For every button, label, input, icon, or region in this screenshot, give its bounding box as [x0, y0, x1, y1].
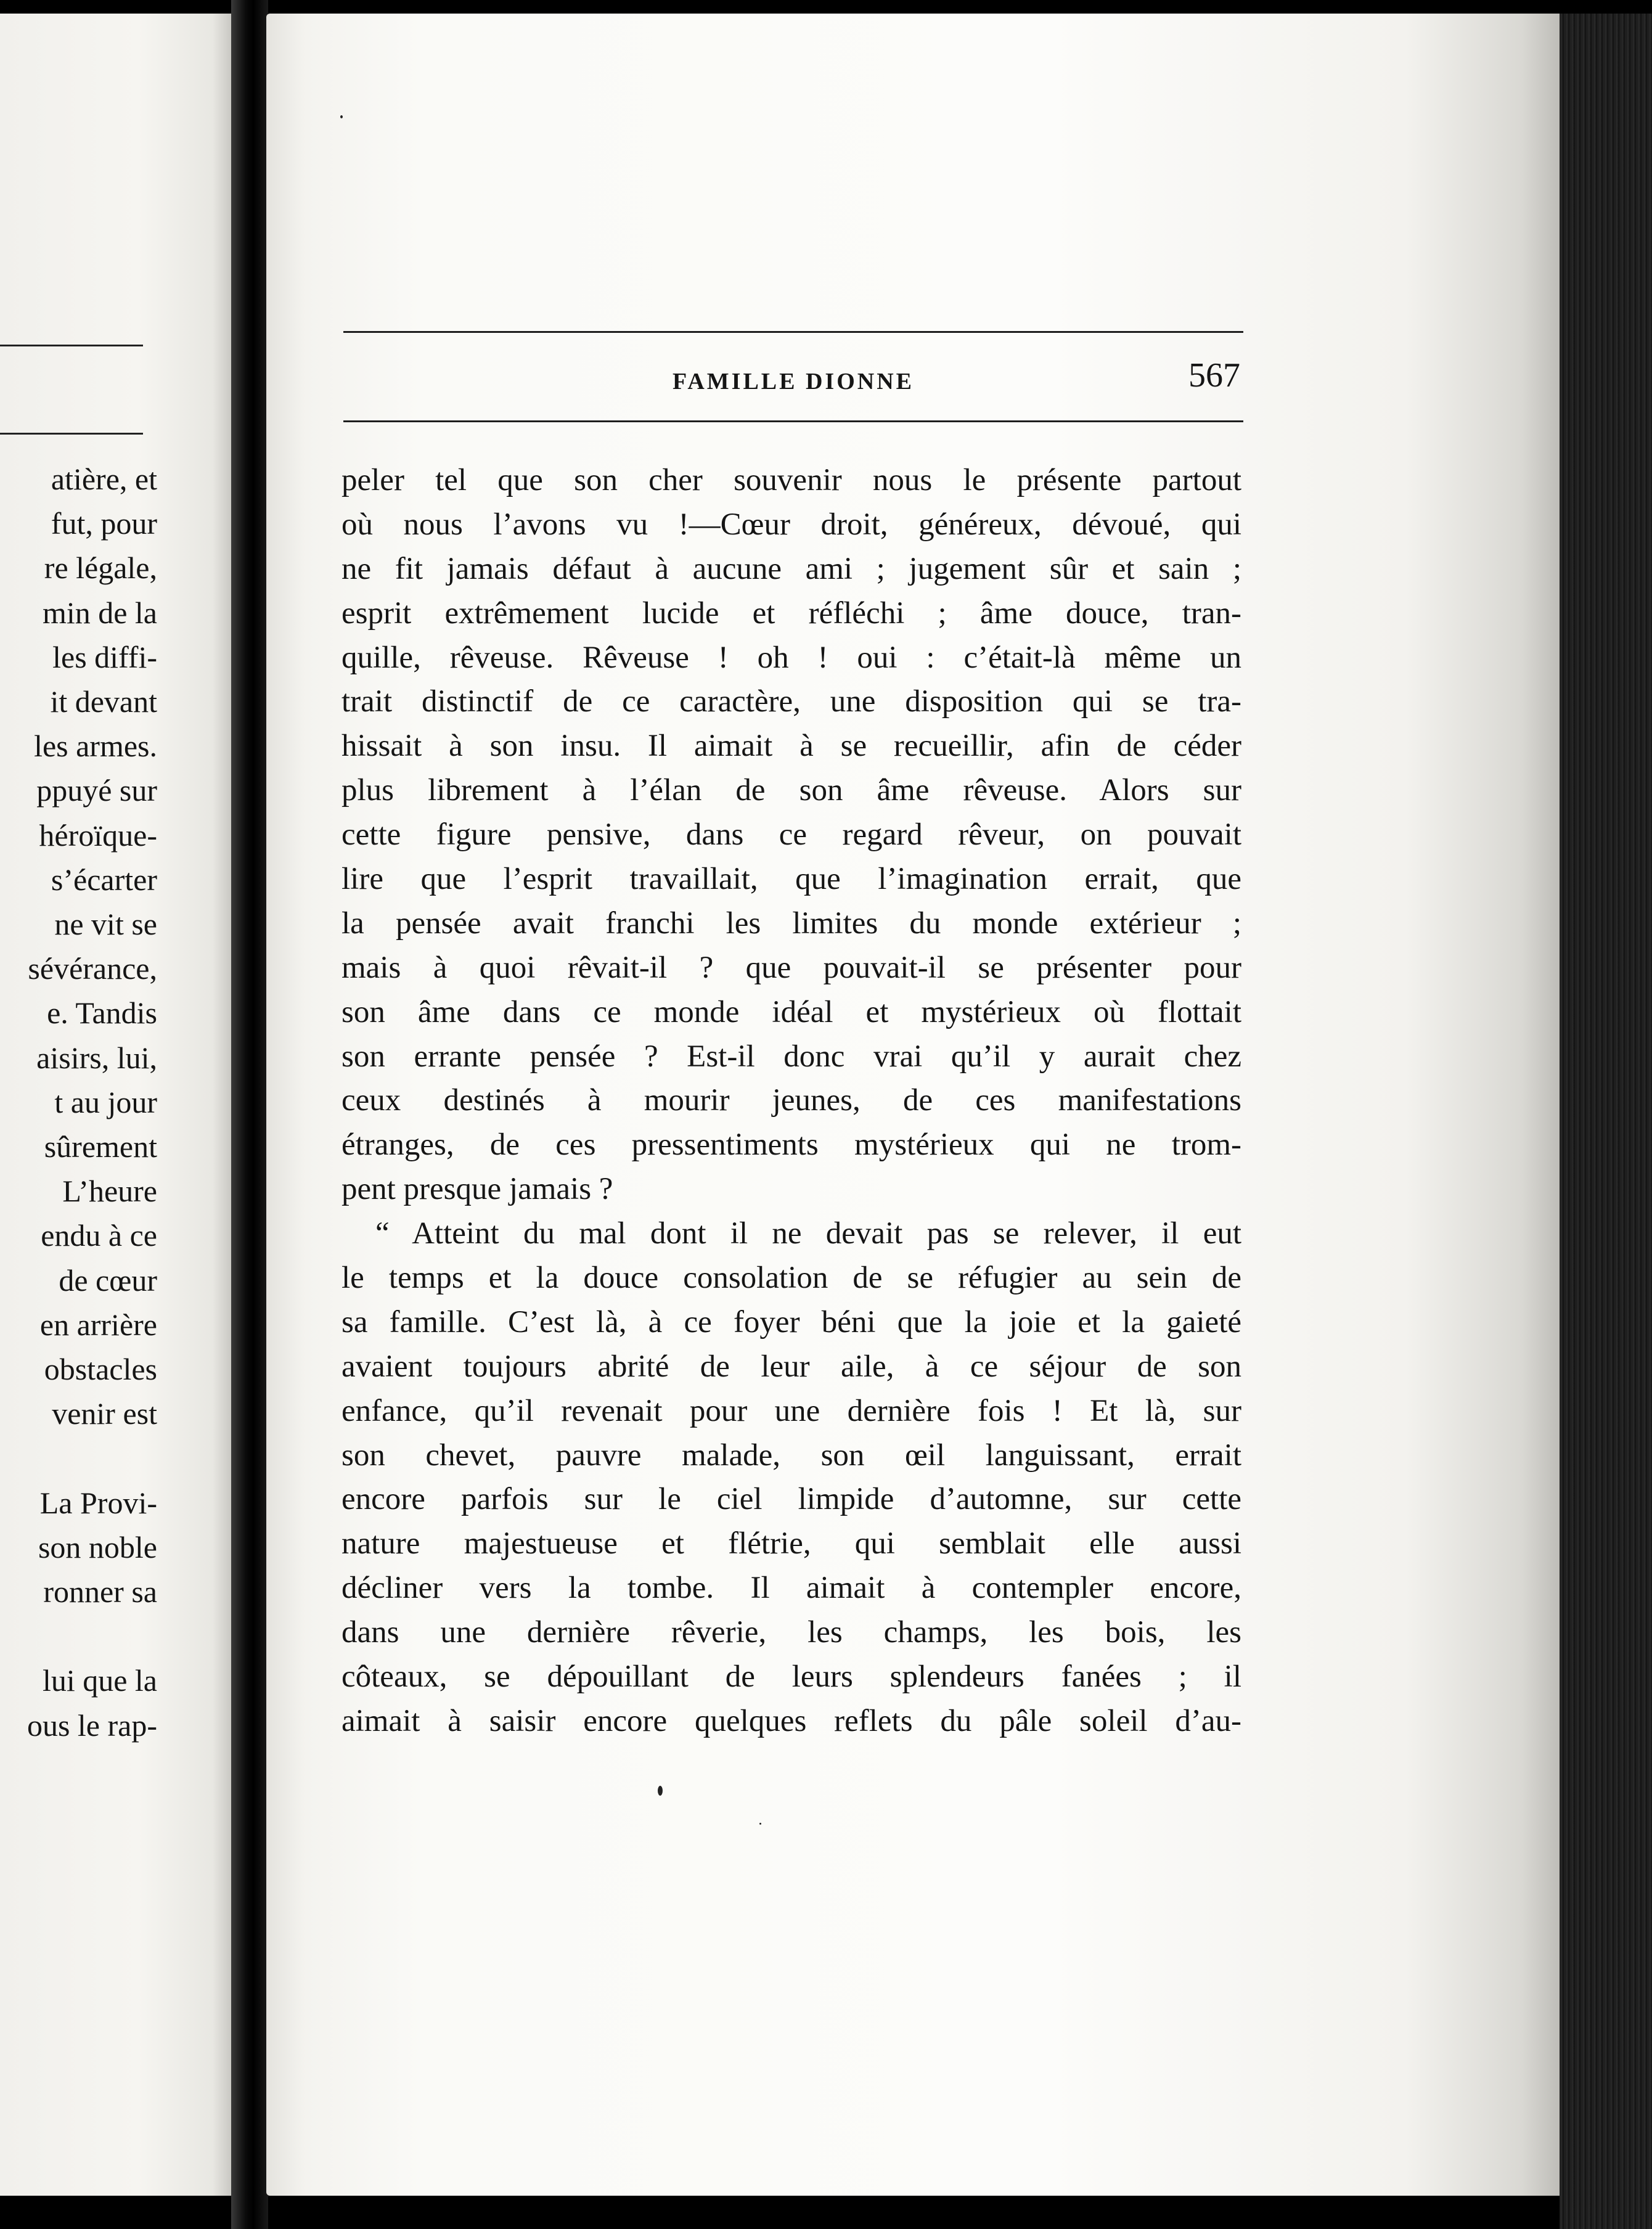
- left-page-line-fragment: endu à ce: [41, 1218, 157, 1253]
- left-page-line-fragment: ppuyé sur: [36, 773, 157, 808]
- left-page-line-fragment: héroïque-: [39, 817, 157, 853]
- body-line: quille, rêveuse. Rêveuse ! oh ! oui : c’était-là même un: [341, 640, 1241, 675]
- left-page-line-fragment: ous le rap-: [27, 1708, 157, 1743]
- body-line: dans une dernière rêverie, les champs, les bois, les: [341, 1615, 1241, 1650]
- left-page-line-fragment: sûrement: [44, 1129, 157, 1164]
- body-line: son âme dans ce monde idéal et mystérieux où flottait: [341, 994, 1241, 1029]
- running-title: FAMILLE DIONNE: [672, 369, 915, 395]
- body-line: nature majestueuse et flétrie, qui semblait elle aussi: [341, 1526, 1241, 1561]
- left-page-line-fragment: lui que la: [42, 1663, 157, 1698]
- body-line: hissait à son insu. Il aimait à se recueillir, afin de céder: [341, 729, 1241, 764]
- body-line: pent presque jamais ?: [341, 1172, 613, 1207]
- body-line: son errante pensée ? Est-il donc vrai qu’il y aurait chez: [341, 1039, 1241, 1074]
- left-page-line-fragment: de cœur: [59, 1262, 157, 1298]
- body-text: [341, 459, 1241, 1744]
- body-line: lire que l’esprit travaillait, que l’imagination errait, que: [341, 862, 1241, 897]
- body-line: sa famille. C’est là, à ce foyer béni que la joie et la gaieté: [341, 1304, 1241, 1339]
- body-line: cette figure pensive, dans ce regard rêveur, on pouvait: [341, 817, 1241, 853]
- left-page-line-fragment: aisirs, lui,: [36, 1040, 157, 1075]
- left-page-line-fragment: t au jour: [54, 1084, 157, 1119]
- ink-speck: [658, 1786, 663, 1796]
- left-page-line-fragment: obstacles: [44, 1352, 157, 1386]
- body-line: décliner vers la tombe. Il aimait à contempler encore,: [341, 1571, 1241, 1606]
- left-page-line-fragment: e. Tandis: [47, 996, 157, 1031]
- left-page-line-fragment: en arrière: [39, 1307, 157, 1342]
- left-page-line-fragment: s’écarter: [51, 862, 157, 897]
- ink-speck: [340, 115, 343, 118]
- body-line: la pensée avait franchi les limites du monde extérieur ;: [341, 906, 1241, 941]
- left-page-text-column: [0, 14, 231, 2196]
- body-line: côteaux, se dépouillant de leurs splendeurs fanées ; il: [341, 1659, 1241, 1695]
- body-line: le temps et la douce consolation de se réfugier au sein de: [341, 1261, 1241, 1296]
- body-line: ne fit jamais défaut à aucune ami ; jugement sûr et sain ;: [341, 551, 1241, 586]
- header-rule-top: [343, 331, 1243, 333]
- right-page: [266, 14, 1561, 2196]
- left-page-line-fragment: L’heure: [62, 1174, 157, 1209]
- body-line: mais à quoi rêvait-il ? que pouvait-il se présenter pour: [341, 950, 1241, 985]
- book-gutter: [231, 0, 268, 2229]
- ink-speck: [759, 1823, 761, 1825]
- left-page-line-fragment: it devant: [50, 684, 157, 719]
- body-line: étranges, de ces pressentiments mystérieux qui ne trom-: [341, 1127, 1241, 1163]
- body-line: ceux destinés à mourir jeunes, de ces manifestations: [341, 1083, 1241, 1118]
- left-page-line-fragment: ne vit se: [54, 907, 157, 941]
- header-rule-bottom: [343, 420, 1243, 422]
- body-line: aimait à saisir encore quelques reflets du pâle soleil d’au-: [341, 1703, 1241, 1738]
- left-page-line-fragment: son noble: [38, 1529, 157, 1564]
- body-line: encore parfois sur le ciel limpide d’automne, sur cette: [341, 1482, 1241, 1517]
- body-line: plus librement à l’élan de son âme rêveuse. Alors sur: [341, 773, 1241, 808]
- body-line: son chevet, pauvre malade, son œil languissant, errait: [341, 1438, 1241, 1473]
- left-page-line-fragment: ronner sa: [43, 1574, 157, 1609]
- page-edges-stack: [1560, 14, 1652, 2229]
- running-head: [343, 356, 1243, 405]
- left-page-line-fragment: les armes.: [34, 729, 157, 764]
- body-line: trait distinctif de ce caractère, une disposition qui se tra-: [341, 684, 1241, 719]
- left-page-line-fragment: min de la: [42, 595, 157, 630]
- left-page-line-fragment: sévérance,: [28, 951, 157, 986]
- body-line: enfance, qu’il revenait pour une dernière fois ! Et là, sur: [341, 1393, 1241, 1428]
- body-line: avaient toujours abrité de leur aile, à ce séjour de son: [341, 1349, 1241, 1384]
- left-page-line-fragment: atière, et: [51, 462, 157, 496]
- left-page: [0, 14, 231, 2196]
- page-number: 567: [1188, 356, 1240, 395]
- left-page-line-fragment: re légale,: [44, 550, 157, 586]
- left-page-line-fragment: La Provi-: [39, 1485, 157, 1520]
- left-page-line-fragment: fut, pour: [51, 506, 157, 541]
- body-line: “ Atteint du mal dont il ne devait pas se relever, il eut: [375, 1216, 1241, 1251]
- body-line: esprit extrêmement lucide et réfléchi ; âme douce, tran-: [341, 595, 1241, 631]
- left-page-line-fragment: venir est: [52, 1396, 157, 1431]
- body-line: peler tel que son cher souvenir nous le présente partout: [341, 463, 1241, 497]
- body-line: où nous l’avons vu !—Cœur droit, généreux, dévoué, qui: [341, 507, 1241, 542]
- left-page-line-fragment: les diffi-: [52, 639, 157, 674]
